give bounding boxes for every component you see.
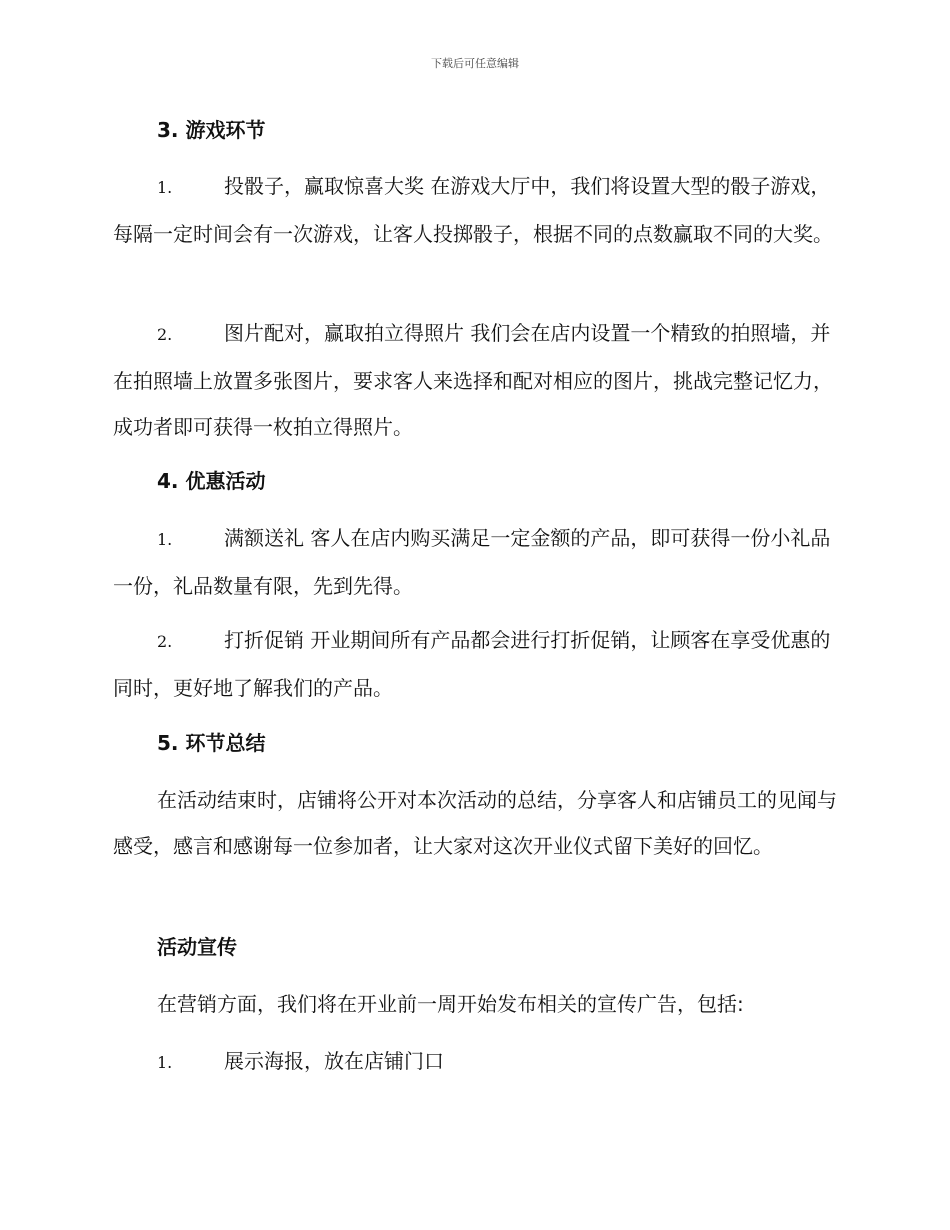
list-item-text: 图片配对，赢取拍立得照片 我们会在店内设置一个精致的拍照墙，并在拍照墙上放置多张图片，要求客人来选择和配对相应的图片，挑战完整记忆力，成功者即可获得一枚拍立得照片。 bbox=[113, 321, 833, 439]
list-number: 1. bbox=[157, 530, 173, 549]
summary-paragraph: 在活动结束时，店铺将公开对本次活动的总结，分享客人和店铺员工的见闻与感受，感言和感谢每一位参加者，让大家对这次开业仪式留下美好的回忆。 bbox=[113, 788, 837, 858]
section-heading-promotions: 4. 优惠活动 bbox=[157, 469, 266, 493]
list-item-text: 投骰子，赢取惊喜大奖 在游戏大厅中，我们将设置大型的骰子游戏，每隔一定时间会有一次游戏，让客人投掷骰子，根据不同的点数赢取不同的大奖。 bbox=[113, 174, 833, 246]
list-number: 2. bbox=[157, 632, 173, 651]
list-item-text: 打折促销 开业期间所有产品都会进行打折促销，让顾客在享受优惠的同时，更好地了解我们的产品。 bbox=[113, 628, 831, 700]
list-number: 2. bbox=[157, 325, 173, 344]
section-heading-summary: 5. 环节总结 bbox=[157, 731, 266, 755]
section-heading-games: 3. 游戏环节 bbox=[157, 118, 266, 142]
list-item bbox=[113, 163, 841, 257]
list-item bbox=[113, 617, 841, 711]
list-item bbox=[113, 310, 841, 450]
list-number: 1. bbox=[157, 1053, 173, 1072]
header-note: 下载后可任意编辑 bbox=[431, 57, 519, 70]
list-item-text: 满额送礼 客人在店内购买满足一定金额的产品，即可获得一份小礼品一份，礼品数量有限，先到先得。 bbox=[113, 526, 831, 598]
publicity-paragraph: 在营销方面，我们将在开业前一周开始发布相关的宣传广告，包括: bbox=[157, 992, 744, 1016]
list-item bbox=[113, 515, 841, 609]
list-item bbox=[113, 1038, 841, 1086]
section-heading-publicity: 活动宣传 bbox=[157, 935, 237, 959]
list-number: 1. bbox=[157, 178, 173, 197]
list-item-text: 展示海报，放在店铺门口 bbox=[224, 1049, 444, 1073]
